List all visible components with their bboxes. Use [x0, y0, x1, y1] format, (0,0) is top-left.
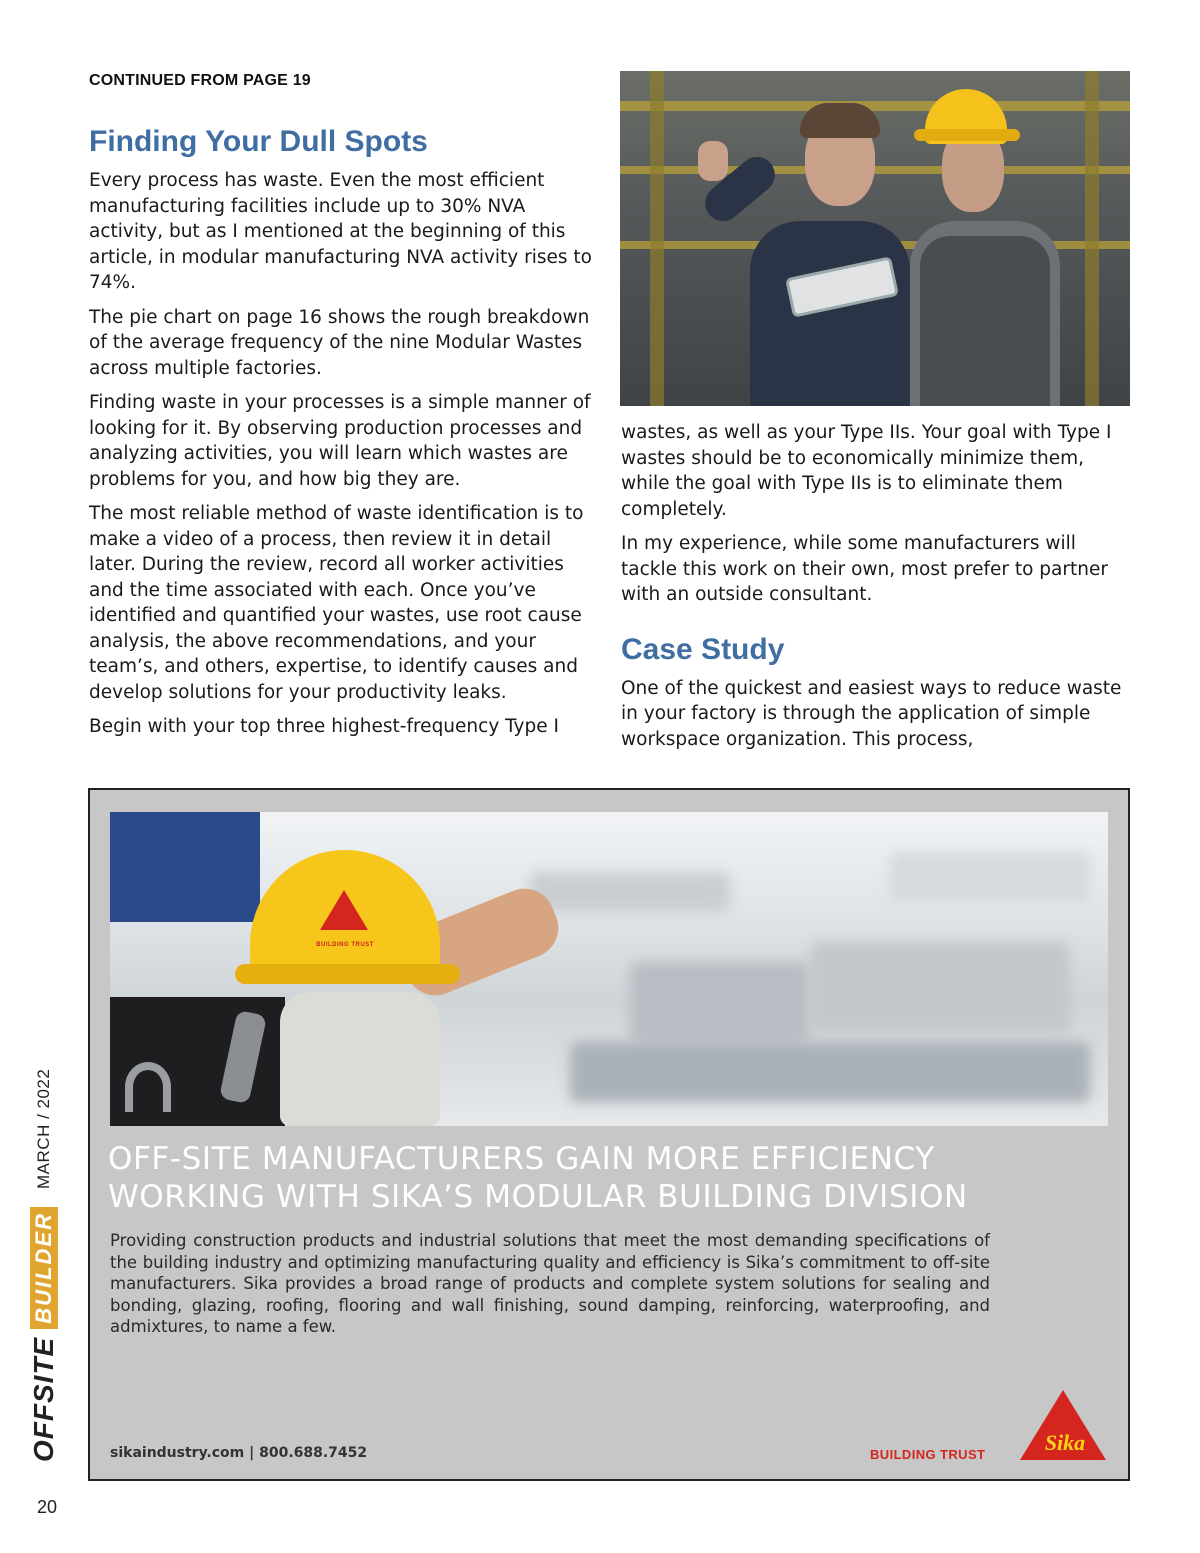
section-heading-dull-spots: Finding Your Dull Spots — [89, 125, 428, 158]
paragraph: Every process has waste. Even the most efficient manufacturing facilities include up to 30% NVA activity, but as I mentioned at the beginning of this article, in modular manufacturing NVA activity rises to 74%. — [89, 170, 592, 293]
page-number: 20 — [37, 1497, 58, 1517]
ad-photo — [110, 812, 1108, 1126]
hat-logo-icon — [320, 890, 368, 930]
ad-contact[interactable]: sikaindustry.com | 800.688.7452 — [110, 1445, 368, 1461]
sika-logo-text: Sika — [1044, 1430, 1086, 1455]
brand-offsite: OFFSITE — [28, 1336, 59, 1462]
paragraph: The pie chart on page 16 shows the rough breakdown of the average frequency of the nine Modular Wastes across multiple factories. — [89, 306, 590, 379]
continued-label: CONTINUED FROM PAGE 19 — [89, 72, 311, 89]
paragraph: wastes, as well as your Type IIs. Your goal with Type I wastes should be to economically minimize them, while the goal with Type IIs is to eliminate them completely. — [621, 422, 1112, 520]
section-heading-case-study: Case Study — [621, 632, 785, 666]
ad-headline-line-2: WORKING WITH SIKA’S MODULAR BUILDING DIVISION — [108, 1179, 968, 1215]
paragraph: One of the quickest and easiest ways to reduce waste in your factory is through the application of simple workspace organization. This process, — [621, 677, 1122, 750]
paragraph: In my experience, while some manufacturers will tackle this work on their own, most prefer to partner with an outside consultant. — [621, 533, 1108, 605]
ad-headline — [108, 1140, 968, 1216]
hat-text: BUILDING TRUST — [316, 942, 374, 948]
paragraph: Finding waste in your processes is a simple manner of looking for it. By observing production processes and analyzing activities, you will learn which wastes are problems for you, and how big they are. — [89, 392, 591, 490]
factory-photo — [620, 71, 1130, 406]
ad-headline-line-1: OFF-SITE MANUFACTURERS GAIN MORE EFFICIENCY — [108, 1141, 935, 1177]
ad-tagline: BUILDING TRUST — [870, 1447, 986, 1462]
paragraph: Begin with your top three highest-frequency Type I — [89, 716, 559, 737]
brand-builder: BUILDER — [30, 1207, 58, 1329]
ad-copy: Providing construction products and industrial solutions that meet the most demanding specifications of the building industry and optimizing manufacturing quality and efficiency is Sika’s commitment to off-site manufacturers. Sika provides a broad range of products and complete system solutions for sealing and bonding, glazing, roofing, flooring and wall finishing, sound damping, reinforcing, waterproofing, and admixtures, to name a few. — [110, 1231, 990, 1336]
issue-date: MARCH / 2022 — [34, 1068, 53, 1189]
sika-logo-icon — [1018, 1388, 1108, 1462]
left-column — [89, 124, 594, 749]
right-column — [621, 420, 1136, 761]
sika-advertisement — [88, 788, 1130, 1481]
paragraph: The most reliable method of waste identification is to make a video of a process, then review it in detail later. During the review, record all worker activities and the time associated with each. Once you’ve identified and quantified your wastes, use root cause analysis, the above recommendations, and your team’s, and others, expertise, to identify causes and develop solutions for your productivity leaks. — [89, 503, 584, 703]
sidebar-brand — [24, 1068, 84, 1470]
